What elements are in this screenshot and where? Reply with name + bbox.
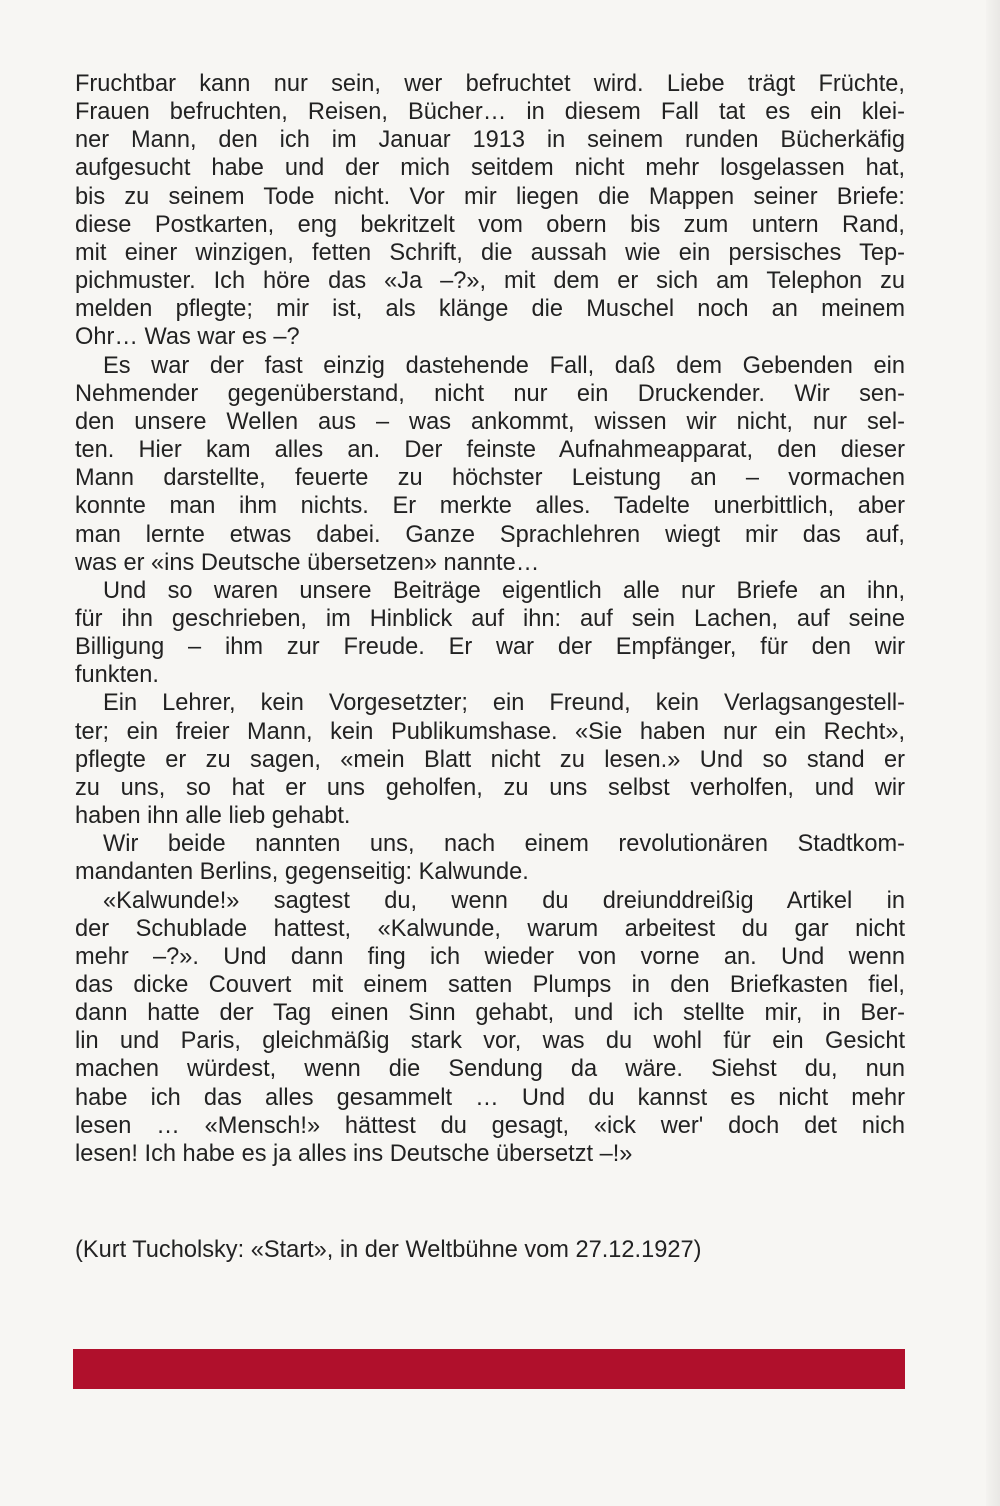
text-line: konnte man ihm nichts. Er merkte alles. Tadelte unerbittlich, aber bbox=[75, 493, 905, 520]
text-line: aufgesucht habe und der mich seitdem nicht mehr losgelassen hat, bbox=[75, 155, 905, 182]
text-line: Frauen befruchten, Reisen, Bücher… in diesem Fall tat es ein klei- bbox=[75, 99, 905, 126]
text-line: mit einer winzigen, fetten Schrift, die aussah wie ein persisches Tep- bbox=[75, 239, 905, 266]
text-line: lin und Paris, gleichmäßig stark vor, was du wohl für ein Gesicht bbox=[75, 1028, 905, 1055]
text-line: Fruchtbar kann nur sein, wer befruchtet wird. Liebe trägt Früchte, bbox=[75, 71, 905, 97]
text-line: ner Mann, den ich im Januar 1913 in seinem runden Bücherkäfig bbox=[75, 127, 905, 154]
text-line: mehr –?». Und dann fing ich wieder von vorne an. Und wenn bbox=[75, 943, 905, 970]
text-line: ten. Hier kam alles an. Der feinste Aufnahmeapparat, den dieser bbox=[75, 437, 905, 464]
text-line: den unsere Wellen aus – was ankommt, wissen wir nicht, nur sel- bbox=[75, 408, 905, 435]
text-line: haben ihn alle lieb gehabt. bbox=[75, 803, 351, 830]
text-line: funkten. bbox=[75, 662, 159, 689]
text-line: bis zu seinem Tode nicht. Vor mir liegen die Mappen seiner Briefe: bbox=[75, 183, 905, 210]
text-line: der Schublade hattest, «Kalwunde, warum arbeitest du gar nicht bbox=[75, 915, 905, 942]
text-line: lesen … «Mensch!» hättest du gesagt, «ick wer' doch det nich bbox=[75, 1112, 905, 1139]
page-edge bbox=[986, 0, 1000, 1506]
paragraph-first-line: Und so waren unsere Beiträge eigentlich alle nur Briefe an ihn, bbox=[103, 577, 905, 604]
text-line: Mann darstellte, feuerte zu höchster Leistung an – vormachen bbox=[75, 465, 905, 492]
text-line: das dicke Couvert mit einem satten Plumps in den Briefkasten fiel, bbox=[75, 972, 905, 998]
text-line: habe ich das alles gesammelt … Und du kannst es nicht mehr bbox=[75, 1084, 905, 1111]
paragraph-first-line: Ein Lehrer, kein Vorgesetzter; ein Freund, kein Verlagsangestell- bbox=[103, 690, 905, 717]
paragraph-first-line: Es war der fast einzig dastehende Fall, daß dem Gebenden ein bbox=[103, 352, 905, 379]
text-line: melden pflegte; mir ist, als klänge die Muschel noch an meinem bbox=[75, 296, 905, 323]
text-line: was er «ins Deutsche übersetzen» nannte… bbox=[75, 549, 540, 576]
paragraph-first-line: «Kalwunde!» sagtest du, wenn du dreiunddreißig Artikel in bbox=[103, 887, 905, 914]
text-line: zu uns, so hat er uns geholfen, zu uns selbst verholfen, und wir bbox=[75, 774, 905, 801]
paragraph-first-line: Wir beide nannten uns, nach einem revolutionären Stadtkom- bbox=[103, 831, 905, 858]
text-line: diese Postkarten, eng bekritzelt vom obern bis zum untern Rand, bbox=[75, 211, 905, 238]
body-text bbox=[75, 70, 905, 1168]
text-line: pichmuster. Ich höre das «Ja –?», mit dem er sich am Telephon zu bbox=[75, 268, 905, 295]
text-line: lesen! Ich habe es ja alles ins Deutsche übersetzt –!» bbox=[75, 1140, 633, 1167]
citation: (Kurt Tucholsky: «Start», in der Weltbühne vom 27.12.1927) bbox=[75, 1237, 702, 1263]
text-line: ter; ein freier Mann, kein Publikumshase. «Sie haben nur ein Recht», bbox=[75, 718, 905, 745]
text-line: Ohr… Was war es –? bbox=[75, 324, 300, 351]
text-line: pflegte er zu sagen, «mein Blatt nicht zu lesen.» Und so stand er bbox=[75, 746, 905, 773]
red-accent-band bbox=[73, 1349, 905, 1389]
text-line: dann hatte der Tag einen Sinn gehabt, und ich stellte mir, in Ber- bbox=[75, 1000, 905, 1027]
text-line: für ihn geschrieben, im Hinblick auf ihn: auf sein Lachen, auf seine bbox=[75, 605, 905, 632]
text-line: Nehmender gegenüberstand, nicht nur ein Druckender. Wir sen- bbox=[75, 380, 905, 407]
text-line: man lernte etwas dabei. Ganze Sprachlehren wiegt mir das auf, bbox=[75, 521, 905, 548]
text-line: machen würdest, wenn die Sendung da wäre. Siehst du, nun bbox=[75, 1056, 905, 1083]
text-line: Billigung – ihm zur Freude. Er war der Empfänger, für den wir bbox=[75, 634, 905, 661]
text-line: mandanten Berlins, gegenseitig: Kalwunde. bbox=[75, 859, 529, 886]
